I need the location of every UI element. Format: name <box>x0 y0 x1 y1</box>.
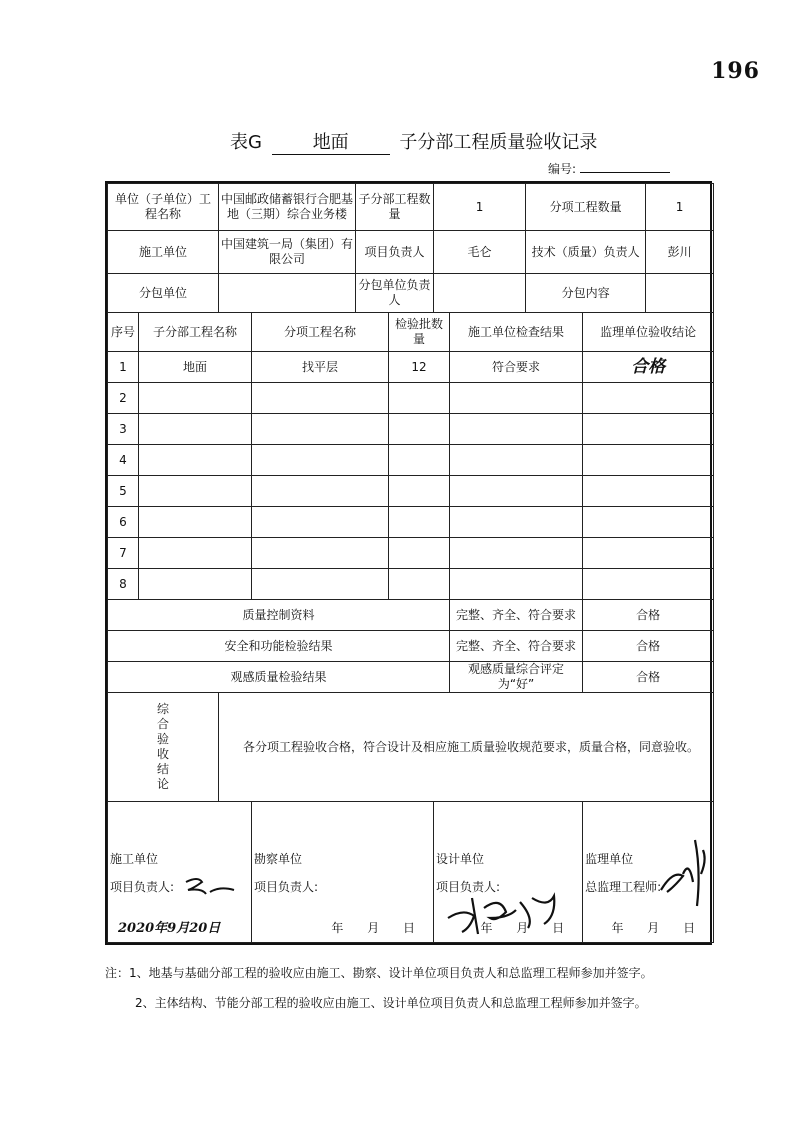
row-conclusion <box>583 507 714 538</box>
title-blank-value: 地面 <box>272 128 390 155</box>
conclusion-label-char: 合 <box>157 717 170 731</box>
item-count-value: 1 <box>646 184 714 231</box>
summary-row <box>108 600 714 631</box>
tech-value: 彭川 <box>646 231 714 274</box>
handwritten-signature-icon <box>180 876 240 900</box>
row-sub <box>139 538 252 569</box>
row-no: 3 <box>108 414 139 445</box>
sub-count-value: 1 <box>434 184 526 231</box>
row-item <box>252 414 389 445</box>
row-check <box>450 569 583 600</box>
pm-value: 毛仑 <box>434 231 526 274</box>
row-item <box>252 569 389 600</box>
conclusion-label-char: 收 <box>157 747 170 761</box>
summary-status: 观感质量综合评定为“好” <box>450 662 583 693</box>
row-sub <box>139 414 252 445</box>
col-header-conclusion: 监理单位验收结论 <box>583 313 714 352</box>
row-check <box>450 445 583 476</box>
signature-role-label: 项目负责人: <box>436 880 501 894</box>
signature-unit-label: 勘察单位 <box>254 852 303 866</box>
row-sub <box>139 569 252 600</box>
row-check <box>450 538 583 569</box>
page-number: 196 <box>711 58 760 84</box>
row-sub: 地面 <box>139 352 252 383</box>
footnote-2: 2、主体结构、节能分部工程的验收应由施工、设计单位项目负责人和总监理工程师参加并签字。 <box>135 996 647 1010</box>
conclusion-label-char: 结 <box>157 762 170 776</box>
row-conclusion <box>583 538 714 569</box>
signature-unit-label: 监理单位 <box>585 852 634 866</box>
subcontractor-label: 分包单位 <box>108 274 219 313</box>
pm-label: 项目负责人 <box>356 231 434 274</box>
signature-contractor <box>108 802 252 943</box>
signature-role-label: 项目负责人: <box>254 880 319 894</box>
row-count <box>389 445 450 476</box>
row-count <box>389 383 450 414</box>
row-check <box>450 414 583 445</box>
summary-status: 完整、齐全、符合要求 <box>450 600 583 631</box>
summary-result: 合格 <box>583 600 714 631</box>
row-sub <box>139 507 252 538</box>
sub-content-label: 分包内容 <box>526 274 646 313</box>
serial-label: 编号: <box>548 162 577 176</box>
subcontractor-value <box>219 274 356 313</box>
contractor-label: 施工单位 <box>108 231 219 274</box>
row-item <box>252 383 389 414</box>
conclusion-label-char: 验 <box>157 732 170 746</box>
table-row <box>108 383 714 414</box>
row-no: 6 <box>108 507 139 538</box>
row-conclusion <box>583 383 714 414</box>
col-header-count: 检验批数量 <box>389 313 450 352</box>
summary-result: 合格 <box>583 662 714 693</box>
signature-supervisor <box>583 802 714 943</box>
footnote-1: 注：1、地基与基础分部工程的验收应由施工、勘察、设计单位项目负责人和总监理工程师参加并签字。 <box>105 966 653 980</box>
row-count: 12 <box>389 352 450 383</box>
row-conclusion <box>583 445 714 476</box>
row-no: 5 <box>108 476 139 507</box>
summary-result: 合格 <box>583 631 714 662</box>
signature-unit-label: 施工单位 <box>110 852 159 866</box>
sub-count-label: 子分部工程数量 <box>356 184 434 231</box>
row-sub <box>139 476 252 507</box>
table-row <box>108 414 714 445</box>
summary-label: 观感质量检验结果 <box>108 662 450 693</box>
table-row <box>108 352 714 383</box>
row-no: 8 <box>108 569 139 600</box>
row-sub <box>139 383 252 414</box>
row-item <box>252 445 389 476</box>
conclusion-label-char: 综 <box>157 702 170 716</box>
row-count <box>389 507 450 538</box>
sub-pm-value <box>434 274 526 313</box>
signature-design <box>434 802 583 943</box>
row-no: 1 <box>108 352 139 383</box>
row-conclusion-handwritten: 合格 <box>583 352 714 383</box>
table-row <box>108 507 714 538</box>
sub-content-value <box>646 274 714 313</box>
row-count <box>389 569 450 600</box>
col-header-check: 施工单位检查结果 <box>450 313 583 352</box>
row-count <box>389 476 450 507</box>
col-header-sub: 子分部工程名称 <box>139 313 252 352</box>
title-suffix: 子分部工程质量验收记录 <box>399 132 598 153</box>
conclusion-text: 各分项工程验收合格，符合设计及相应施工质量验收规范要求，质量合格，同意验收。 <box>219 693 714 802</box>
row-check <box>450 383 583 414</box>
conclusion-label <box>108 693 219 802</box>
row-check: 符合要求 <box>450 352 583 383</box>
row-item: 找平层 <box>252 352 389 383</box>
item-count-label: 分项工程数量 <box>526 184 646 231</box>
row-no: 2 <box>108 383 139 414</box>
summary-label: 安全和功能检验结果 <box>108 631 450 662</box>
row-count <box>389 414 450 445</box>
row-item <box>252 507 389 538</box>
footnotes <box>105 958 653 1018</box>
signature-unit-label: 设计单位 <box>436 852 485 866</box>
summary-status: 完整、齐全、符合要求 <box>450 631 583 662</box>
title-prefix: 表G <box>230 132 262 153</box>
form-title <box>230 128 597 155</box>
signature-role-label: 总监理工程师: <box>585 880 662 894</box>
acceptance-form <box>105 181 712 945</box>
summary-label: 质量控制资料 <box>108 600 450 631</box>
unit-name-value: 中国邮政储蓄银行合肥基地（三期）综合业务楼 <box>219 184 356 231</box>
row-conclusion <box>583 476 714 507</box>
summary-row <box>108 631 714 662</box>
signature-date: 年 月 日 <box>331 921 426 935</box>
table-row <box>108 476 714 507</box>
row-no: 4 <box>108 445 139 476</box>
row-item <box>252 476 389 507</box>
row-check <box>450 476 583 507</box>
handwritten-signature-icon <box>653 830 713 910</box>
table-row <box>108 538 714 569</box>
serial-number <box>548 160 670 177</box>
serial-blank <box>580 172 670 173</box>
summary-row <box>108 662 714 693</box>
col-header-no: 序号 <box>108 313 139 352</box>
row-no: 7 <box>108 538 139 569</box>
row-sub <box>139 445 252 476</box>
tech-label: 技术（质量）负责人 <box>526 231 646 274</box>
conclusion-label-char: 论 <box>157 777 170 791</box>
row-item <box>252 538 389 569</box>
table-row <box>108 445 714 476</box>
row-count <box>389 538 450 569</box>
signature-survey <box>252 802 434 943</box>
row-conclusion <box>583 569 714 600</box>
contractor-value: 中国建筑一局（集团）有限公司 <box>219 231 356 274</box>
signature-date-handwritten: 2020年9月20日 <box>118 921 221 936</box>
table-row <box>108 569 714 600</box>
signature-date: 年 月 日 <box>480 921 575 935</box>
row-check <box>450 507 583 538</box>
signature-role-label: 项目负责人: <box>110 880 175 894</box>
signature-date: 年 月 日 <box>611 921 706 935</box>
col-header-item: 分项工程名称 <box>252 313 389 352</box>
unit-name-label: 单位（子单位）工程名称 <box>108 184 219 231</box>
sub-pm-label: 分包单位负责人 <box>356 274 434 313</box>
row-conclusion <box>583 414 714 445</box>
